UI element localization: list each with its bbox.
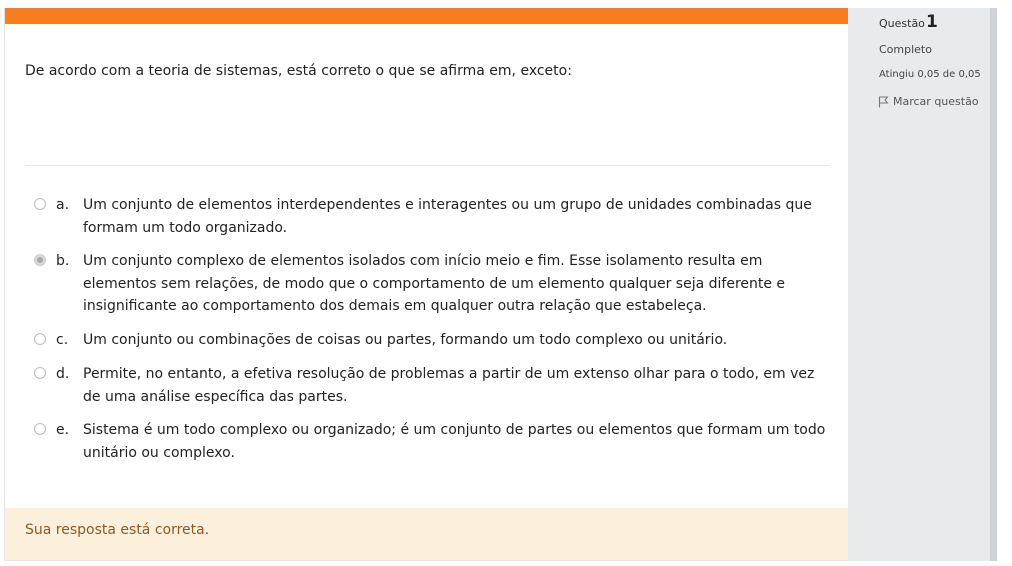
answer-option-e[interactable]	[33, 419, 833, 464]
answer-letter: a.	[56, 197, 70, 213]
flag-icon	[878, 96, 889, 108]
question-info-panel	[848, 8, 990, 561]
flag-question-label: Marcar questão	[893, 95, 979, 108]
answer-option-d[interactable]	[33, 363, 833, 408]
answer-option-b[interactable]	[33, 250, 833, 318]
sidebar-scrollbar[interactable]	[990, 8, 997, 561]
flag-question-link[interactable]	[878, 95, 979, 108]
answer-text: Um conjunto ou combinações de coisas ou partes, formando um todo complexo ou unitário.	[83, 332, 728, 348]
question-grade: Atingiu 0,05 de 0,05	[879, 69, 981, 80]
question-status: Completo	[879, 43, 932, 56]
feedback-text: Sua resposta está correta.	[25, 522, 210, 538]
question-top-bar	[5, 8, 849, 24]
radio-icon[interactable]	[34, 333, 46, 345]
radio-icon[interactable]	[34, 198, 46, 210]
answer-letter: c.	[56, 332, 69, 348]
radio-icon[interactable]	[34, 367, 46, 379]
question-panel	[4, 8, 848, 561]
answer-letter: d.	[56, 366, 70, 382]
radio-icon[interactable]	[34, 423, 46, 435]
answer-text: Um conjunto complexo de elementos isolados com início meio e fim. Esse isolamento resulta em elementos sem relações, de modo que o comportamento de um elemento qualquer seja diferente e insignificante ao comportamento dos demais em qualquer outra relação que estabeleça.	[83, 253, 786, 314]
feedback-banner	[5, 508, 848, 560]
answer-text: Um conjunto de elementos interdependentes e interagentes ou um grupo de unidades combinadas que formam um todo organizado.	[83, 197, 812, 236]
question-text: De acordo com a teoria de sistemas, está correto o que se afirma em, exceto:	[25, 63, 572, 79]
radio-icon[interactable]	[34, 254, 46, 266]
answer-letter: e.	[56, 422, 70, 438]
question-label: Questão	[879, 17, 925, 30]
answer-text: Sistema é um todo complexo ou organizado; é um conjunto de partes ou elementos que formam um todo unitário ou complexo.	[83, 422, 826, 461]
answer-option-a[interactable]	[33, 194, 833, 239]
answer-option-c[interactable]	[33, 329, 833, 352]
question-number: 1	[926, 12, 938, 32]
answer-letter: b.	[56, 253, 70, 269]
answer-text: Permite, no entanto, a efetiva resolução de problemas a partir de um extenso olhar para o todo, em vez de uma análise específica das partes.	[83, 366, 815, 405]
divider	[25, 165, 829, 166]
